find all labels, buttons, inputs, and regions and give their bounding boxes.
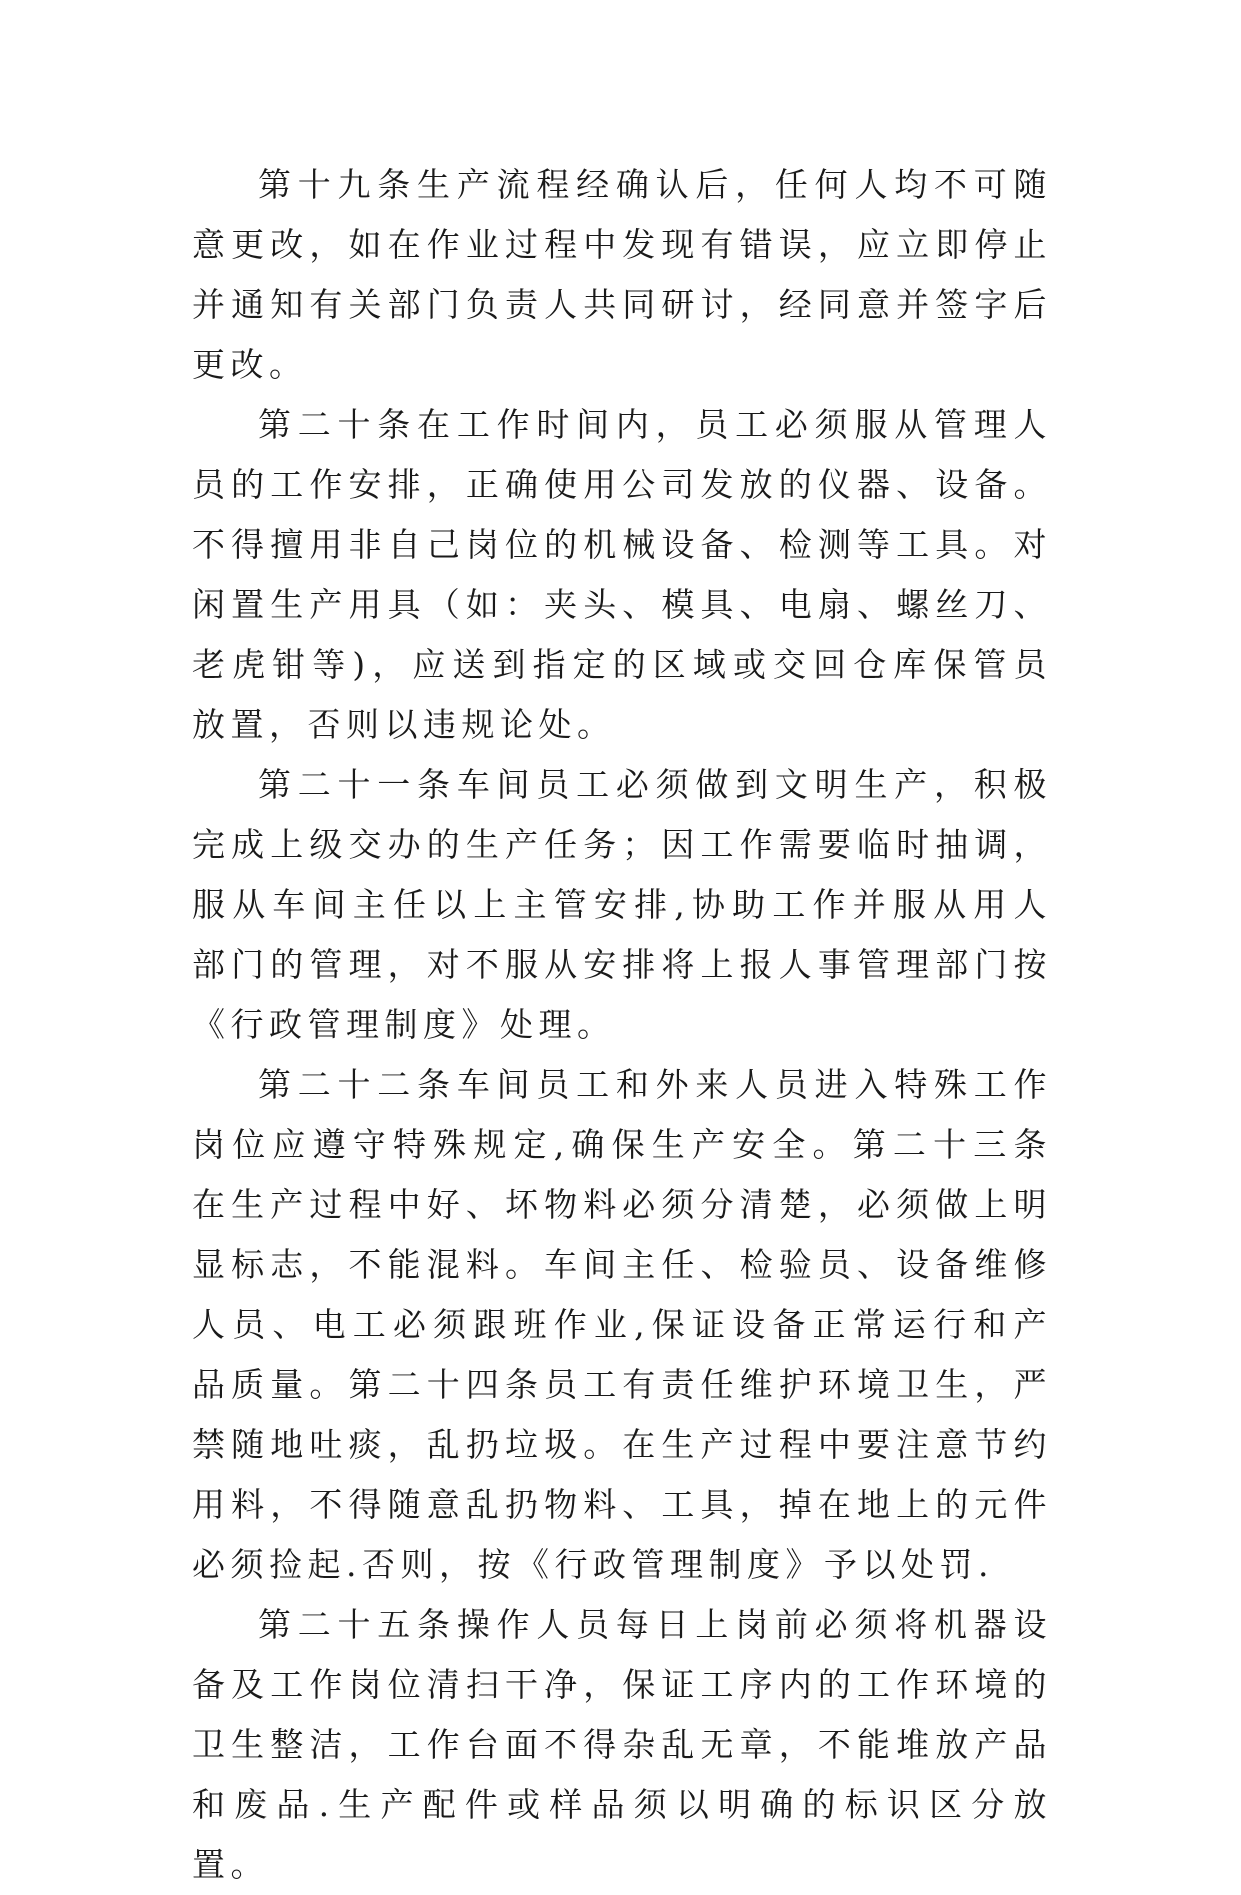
article-19-paragraph: 第十九条生产流程经确认后，任何人均不可随意更改，如在作业过程中发现有错误，应立即停止并通知有关部门负责人共同研讨，经同意并签字后更改。 <box>192 165 1052 384</box>
article-20-paragraph: 第二十条在工作时间内，员工必须服从管理人员的工作安排，正确使用公司发放的仪器、设备。不得擅用非自己岗位的机械设备、检测等工具。对闲置生产用具（如：夹头、模具、电扇、螺丝刀、老虎钳等)，应送到指定的区域或交回仓库保管员放置，否则以违规论处。 <box>192 405 1052 744</box>
article-25-paragraph: 第二十五条操作人员每日上岗前必须将机器设备及工作岗位清扫干净，保证工序内的工作环境的卫生整洁，工作台面不得杂乱无章，不能堆放产品和废品.生产配件或样品须以明确的标识区分放置。 <box>192 1605 1052 1884</box>
article-22-24-paragraph: 第二十二条车间员工和外来人员进入特殊工作岗位应遵守特殊规定,确保生产安全。第二十三条在生产过程中好、坏物料必须分清楚，必须做上明显标志，不能混料。车间主任、检验员、设备维修人员、电工必须跟班作业,保证设备正常运行和产品质量。第二十四条员工有责任维护环境卫生，严禁随地吐痰，乱扔垃圾。在生产过程中要注意节约用料，不得随意乱扔物料、工具，掉在地上的元件必须捡起.否则，按《行政管理制度》予以处罚. <box>192 1065 1052 1584</box>
article-21-paragraph: 第二十一条车间员工必须做到文明生产，积极完成上级交办的生产任务；因工作需要临时抽调，服从车间主任以上主管安排,协助工作并服从用人部门的管理，对不服从安排将上报人事管理部门按《行政管理制度》处理。 <box>192 765 1052 1044</box>
document-body <box>192 155 1052 1895</box>
